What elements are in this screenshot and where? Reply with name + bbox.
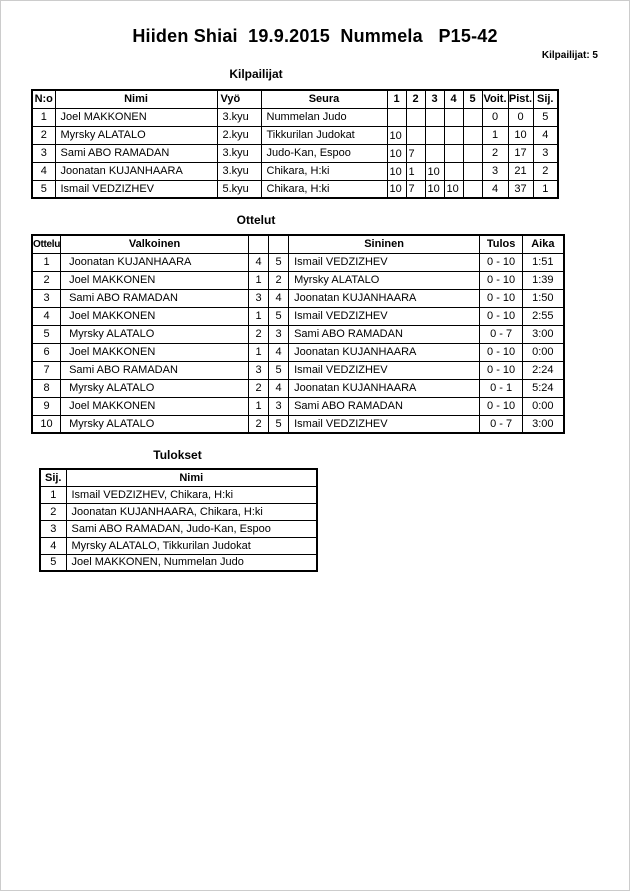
- time-cell: 1:39: [523, 271, 564, 289]
- header-nimi: Nimi: [55, 90, 217, 108]
- result-name-cell: Joonatan KUJANHAARA, Chikara, H:ki: [66, 503, 317, 520]
- header-sij: Sij.: [40, 469, 66, 486]
- club-cell: Nummelan Judo: [261, 108, 387, 126]
- table-row: [32, 307, 564, 325]
- table-row: [32, 397, 564, 415]
- kilpailijat-heading: Kilpailijat: [229, 67, 283, 81]
- score-cell-2: [406, 108, 425, 126]
- blue-competitor-cell: Ismail VEDZIZHEV: [289, 361, 480, 379]
- belt-cell: 3.kyu: [217, 108, 261, 126]
- wins-cell: 1: [482, 126, 508, 144]
- score-cell-5: [463, 180, 482, 198]
- blue-number-cell: 3: [269, 325, 289, 343]
- match-no-cell: 1: [32, 253, 61, 271]
- competitor-name-cell: Myrsky ALATALO: [55, 126, 217, 144]
- blue-number-cell: 5: [269, 361, 289, 379]
- table-row: [32, 325, 564, 343]
- white-number-cell: 1: [249, 397, 269, 415]
- score-cell-4: [444, 162, 463, 180]
- score-cell-1: [387, 108, 406, 126]
- kilpailijat-table: [31, 89, 559, 199]
- ottelut-header-row: [32, 235, 564, 253]
- white-competitor-cell: Joel MAKKONEN: [61, 271, 249, 289]
- competitor-name-cell: Joel MAKKONEN: [55, 108, 217, 126]
- score-cell-5: [463, 126, 482, 144]
- blue-competitor-cell: Ismail VEDZIZHEV: [289, 307, 480, 325]
- competitor-name-cell: Sami ABO RAMADAN: [55, 144, 217, 162]
- score-cell-5: [463, 162, 482, 180]
- white-number-cell: 3: [249, 361, 269, 379]
- club-cell: Chikara, H:ki: [261, 180, 387, 198]
- table-row: [32, 343, 564, 361]
- table-row: [32, 361, 564, 379]
- result-cell: 0 - 1: [480, 379, 523, 397]
- blue-number-cell: 4: [269, 343, 289, 361]
- score-cell-1: 10: [387, 144, 406, 162]
- table-row: [40, 537, 317, 554]
- white-number-cell: 2: [249, 415, 269, 433]
- header-vyo: Vyö: [217, 90, 261, 108]
- club-cell: Chikara, H:ki: [261, 162, 387, 180]
- header-sininen: Sininen: [289, 235, 480, 253]
- time-cell: 2:55: [523, 307, 564, 325]
- time-cell: 1:51: [523, 253, 564, 271]
- points-cell: 21: [508, 162, 533, 180]
- table-row: [32, 379, 564, 397]
- match-no-cell: 2: [32, 271, 61, 289]
- blue-competitor-cell: Myrsky ALATALO: [289, 271, 480, 289]
- score-cell-4: [444, 126, 463, 144]
- white-number-cell: 1: [249, 343, 269, 361]
- white-number-cell: 3: [249, 289, 269, 307]
- white-competitor-cell: Sami ABO RAMADAN: [61, 361, 249, 379]
- club-cell: Tikkurilan Judokat: [261, 126, 387, 144]
- placement-cell: 3: [40, 520, 66, 537]
- placement-cell: 4: [40, 537, 66, 554]
- result-cell: 0 - 7: [480, 415, 523, 433]
- tulokset-table-body: [40, 486, 317, 571]
- match-no-cell: 9: [32, 397, 61, 415]
- competitor-no-cell: 3: [32, 144, 55, 162]
- result-name-cell: Myrsky ALATALO, Tikkurilan Judokat: [66, 537, 317, 554]
- white-competitor-cell: Joonatan KUJANHAARA: [61, 253, 249, 271]
- header-sij: Sij.: [533, 90, 558, 108]
- match-no-cell: 5: [32, 325, 61, 343]
- score-cell-2: 1: [406, 162, 425, 180]
- wins-cell: 0: [482, 108, 508, 126]
- table-row: [32, 253, 564, 271]
- result-cell: 0 - 10: [480, 289, 523, 307]
- header-seura: Seura: [261, 90, 387, 108]
- table-row: [32, 144, 558, 162]
- result-cell: 0 - 10: [480, 253, 523, 271]
- points-cell: 17: [508, 144, 533, 162]
- blue-competitor-cell: Joonatan KUJANHAARA: [289, 289, 480, 307]
- time-cell: 2:24: [523, 361, 564, 379]
- score-cell-4: [444, 108, 463, 126]
- kilpailijat-table-body: [32, 108, 558, 198]
- time-cell: 5:24: [523, 379, 564, 397]
- result-cell: 0 - 10: [480, 271, 523, 289]
- blue-number-cell: 2: [269, 271, 289, 289]
- header-no: N:o: [32, 90, 55, 108]
- tulokset-table: [39, 468, 318, 572]
- header-round-3: 3: [425, 90, 444, 108]
- result-cell: 0 - 7: [480, 325, 523, 343]
- blue-number-cell: 5: [269, 415, 289, 433]
- score-cell-3: [425, 126, 444, 144]
- placement-cell: 2: [533, 162, 558, 180]
- score-cell-4: 10: [444, 180, 463, 198]
- page-title: Hiiden Shiai 19.9.2015 Nummela P15-42: [132, 26, 498, 46]
- table-row: [40, 503, 317, 520]
- table-row: [32, 126, 558, 144]
- result-name-cell: Ismail VEDZIZHEV, Chikara, H:ki: [66, 486, 317, 503]
- white-competitor-cell: Joel MAKKONEN: [61, 307, 249, 325]
- result-cell: 0 - 10: [480, 343, 523, 361]
- result-cell: 0 - 10: [480, 397, 523, 415]
- club-cell: Judo-Kan, Espoo: [261, 144, 387, 162]
- header-valkoinen: Valkoinen: [61, 235, 249, 253]
- score-cell-1: 10: [387, 180, 406, 198]
- blue-competitor-cell: Ismail VEDZIZHEV: [289, 415, 480, 433]
- placement-cell: 2: [40, 503, 66, 520]
- match-no-cell: 6: [32, 343, 61, 361]
- header-round-5: 5: [463, 90, 482, 108]
- wins-cell: 2: [482, 144, 508, 162]
- time-cell: 1:50: [523, 289, 564, 307]
- placement-cell: 1: [533, 180, 558, 198]
- white-competitor-cell: Myrsky ALATALO: [61, 379, 249, 397]
- blue-number-cell: 4: [269, 289, 289, 307]
- table-row: [32, 289, 564, 307]
- score-cell-2: 7: [406, 144, 425, 162]
- placement-cell: 3: [533, 144, 558, 162]
- table-row: [32, 271, 564, 289]
- competitor-no-cell: 1: [32, 108, 55, 126]
- ottelut-table-body: [32, 253, 564, 433]
- score-cell-3: [425, 108, 444, 126]
- time-cell: 3:00: [523, 325, 564, 343]
- header-aika: Aika: [523, 235, 564, 253]
- match-no-cell: 4: [32, 307, 61, 325]
- score-cell-3: 10: [425, 162, 444, 180]
- header-round-1: 1: [387, 90, 406, 108]
- wins-cell: 4: [482, 180, 508, 198]
- table-row: [32, 108, 558, 126]
- placement-cell: 5: [40, 554, 66, 571]
- points-cell: 37: [508, 180, 533, 198]
- competitor-no-cell: 4: [32, 162, 55, 180]
- competitor-no-cell: 5: [32, 180, 55, 198]
- tulokset-header-row: [40, 469, 317, 486]
- table-row: [32, 162, 558, 180]
- white-number-cell: 2: [249, 325, 269, 343]
- competitor-no-cell: 2: [32, 126, 55, 144]
- match-no-cell: 8: [32, 379, 61, 397]
- blue-number-cell: 5: [269, 253, 289, 271]
- table-row: [32, 415, 564, 433]
- header-valkoinen-no: [249, 235, 269, 253]
- header-sininen-no: [269, 235, 289, 253]
- belt-cell: 5.kyu: [217, 180, 261, 198]
- time-cell: 3:00: [523, 415, 564, 433]
- belt-cell: 3.kyu: [217, 144, 261, 162]
- points-cell: 10: [508, 126, 533, 144]
- placement-cell: 1: [40, 486, 66, 503]
- result-name-cell: Sami ABO RAMADAN, Judo-Kan, Espoo: [66, 520, 317, 537]
- placement-cell: 4: [533, 126, 558, 144]
- table-row: [40, 520, 317, 537]
- table-row: [40, 554, 317, 571]
- competitors-count-label: Kilpailijat: 5: [541, 50, 598, 61]
- score-cell-1: 10: [387, 126, 406, 144]
- competitor-name-cell: Ismail VEDZIZHEV: [55, 180, 217, 198]
- belt-cell: 2.kyu: [217, 126, 261, 144]
- match-no-cell: 10: [32, 415, 61, 433]
- score-cell-5: [463, 108, 482, 126]
- blue-number-cell: 5: [269, 307, 289, 325]
- tulokset-heading: Tulokset: [153, 448, 202, 462]
- blue-competitor-cell: Sami ABO RAMADAN: [289, 325, 480, 343]
- blue-number-cell: 3: [269, 397, 289, 415]
- white-competitor-cell: Myrsky ALATALO: [61, 325, 249, 343]
- points-cell: 0: [508, 108, 533, 126]
- match-no-cell: 7: [32, 361, 61, 379]
- white-competitor-cell: Joel MAKKONEN: [61, 343, 249, 361]
- white-number-cell: 1: [249, 271, 269, 289]
- header-tulos: Tulos: [480, 235, 523, 253]
- score-cell-2: 7: [406, 180, 425, 198]
- time-cell: 0:00: [523, 343, 564, 361]
- white-competitor-cell: Sami ABO RAMADAN: [61, 289, 249, 307]
- header-round-4: 4: [444, 90, 463, 108]
- time-cell: 0:00: [523, 397, 564, 415]
- blue-competitor-cell: Sami ABO RAMADAN: [289, 397, 480, 415]
- blue-competitor-cell: Joonatan KUJANHAARA: [289, 379, 480, 397]
- score-cell-3: [425, 144, 444, 162]
- ottelut-table: [31, 234, 565, 434]
- ottelut-heading: Ottelut: [236, 213, 276, 227]
- header-voit: Voit.: [482, 90, 508, 108]
- result-cell: 0 - 10: [480, 307, 523, 325]
- white-competitor-cell: Myrsky ALATALO: [61, 415, 249, 433]
- placement-cell: 5: [533, 108, 558, 126]
- header-pist: Pist.: [508, 90, 533, 108]
- blue-competitor-cell: Joonatan KUJANHAARA: [289, 343, 480, 361]
- header-round-2: 2: [406, 90, 425, 108]
- score-cell-3: 10: [425, 180, 444, 198]
- header-ottelu: Ottelu: [32, 235, 61, 253]
- result-name-cell: Joel MAKKONEN, Nummelan Judo: [66, 554, 317, 571]
- white-number-cell: 2: [249, 379, 269, 397]
- score-cell-5: [463, 144, 482, 162]
- table-row: [40, 486, 317, 503]
- belt-cell: 3.kyu: [217, 162, 261, 180]
- score-cell-4: [444, 144, 463, 162]
- white-number-cell: 4: [249, 253, 269, 271]
- competitor-name-cell: Joonatan KUJANHAARA: [55, 162, 217, 180]
- score-cell-2: [406, 126, 425, 144]
- blue-number-cell: 4: [269, 379, 289, 397]
- blue-competitor-cell: Ismail VEDZIZHEV: [289, 253, 480, 271]
- white-number-cell: 1: [249, 307, 269, 325]
- kilpailijat-header-row: [32, 90, 558, 108]
- wins-cell: 3: [482, 162, 508, 180]
- header-nimi: Nimi: [66, 469, 317, 486]
- white-competitor-cell: Joel MAKKONEN: [61, 397, 249, 415]
- result-cell: 0 - 10: [480, 361, 523, 379]
- score-cell-1: 10: [387, 162, 406, 180]
- table-row: [32, 180, 558, 198]
- match-no-cell: 3: [32, 289, 61, 307]
